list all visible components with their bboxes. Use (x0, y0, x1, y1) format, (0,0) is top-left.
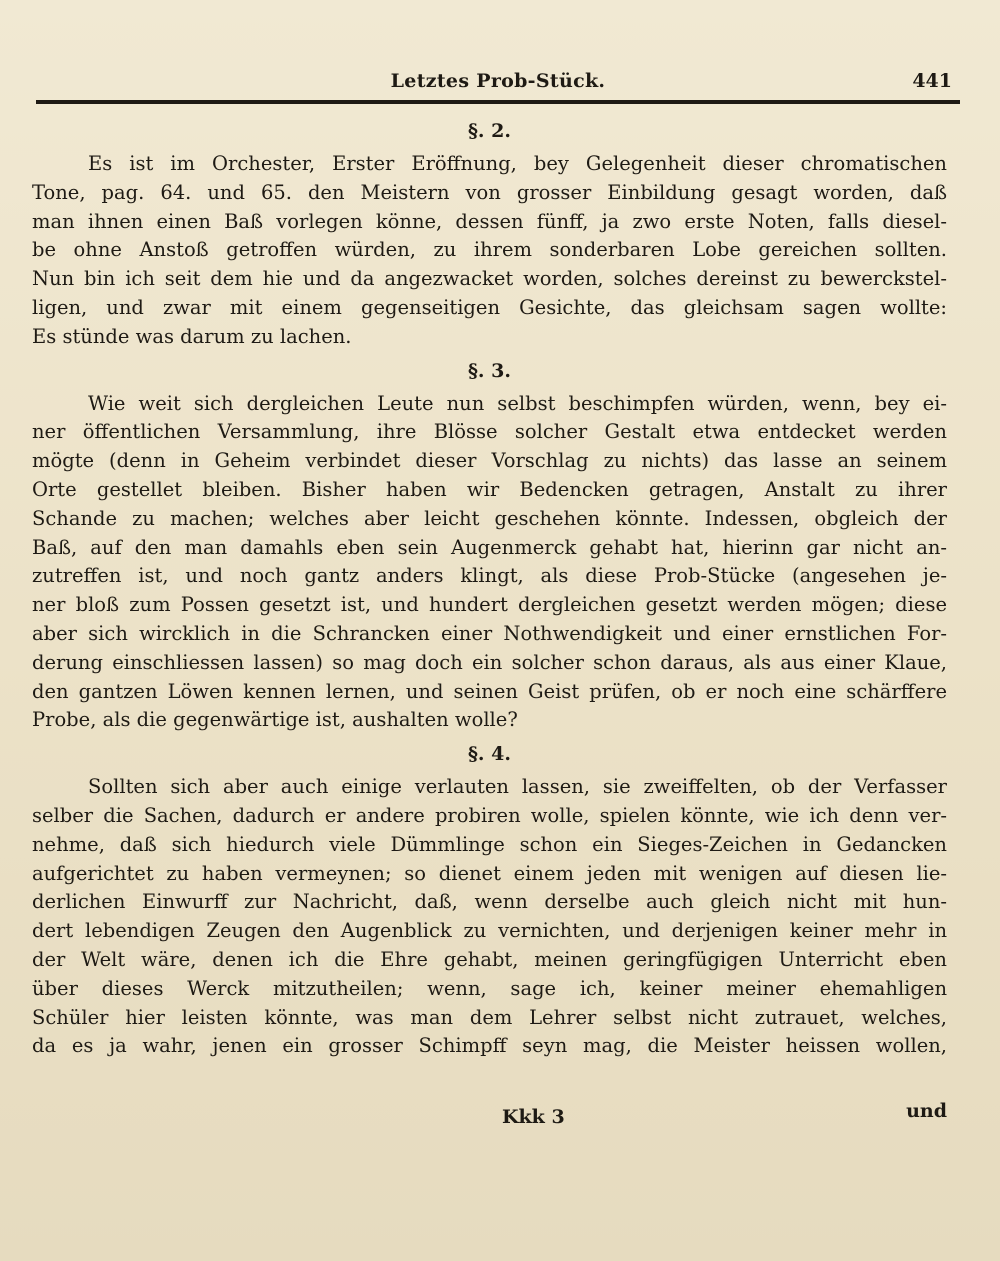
text-line: derlichen Einwurff zur Nachricht, daß, wenn derselbe auch gleich nicht mit hun- (32, 890, 947, 914)
text-line: selber die Sachen, dadurch er andere probiren wolle, spielen könnte, wie ich denn ver- (32, 803, 947, 827)
section-mark: §. 4. (467, 743, 511, 766)
text-line: zutreffen ist, und noch gantz anders klingt, als diese Prob-Stücke (angesehen je- (32, 564, 947, 588)
text-line: aber sich wircklich in die Schrancken einer Nothwendigkeit und einer ernstlichen For- (32, 621, 947, 645)
signature-mark: Kkk 3 (502, 1106, 565, 1128)
text-line: da es ja wahr, jenen ein grosser Schimpff seyn mag, die Meister heissen wollen, (32, 1034, 947, 1058)
text-line: dert lebendigen Zeugen den Augenblick zu vernichten, und derjenigen keiner mehr in (32, 919, 947, 943)
paragraph (32, 773, 947, 1061)
header-rule (36, 100, 960, 104)
text-line: man ihnen einen Baß vorlegen könne, dessen fünff, ja zwo erste Noten, falls diesel- (32, 209, 947, 233)
text-line: derung einschliessen lassen) so mag doch ein solcher schon daraus, als aus einer Klaue, (32, 650, 947, 674)
text-line: Nun bin ich seit dem hie und da angezwacket worden, solches dereinst zu bewerckstel- (32, 267, 947, 291)
text-line: nehme, daß sich hiedurch viele Dümmlinge schon ein Sieges-Zeichen in Gedancken (32, 832, 947, 856)
text-line: über dieses Werck mitzutheilen; wenn, sage ich, keiner meiner ehemahligen (32, 976, 947, 1000)
text-line: Es ist im Orchester, Erster Eröffnung, bey Gelegenheit dieser chromatischen (88, 152, 947, 175)
text-line: Sollten sich aber auch einige verlauten lassen, sie zweiffelten, ob der Verfasser (88, 775, 947, 799)
text-line: ner bloß zum Possen gesetzt ist, und hundert dergleichen gesetzt werden mögen; diese (32, 593, 947, 617)
running-head (36, 64, 960, 98)
text-line: aufgerichtet zu haben vermeynen; so dienet einem jeden mit wenigen auf diesen lie- (32, 861, 947, 885)
text-line: mögte (denn in Geheim verbindet dieser Vorschlag zu nichts) das lasse an seinem (32, 449, 947, 473)
text-line: Schüler hier leisten könnte, was man dem Lehrer selbst nicht zutrauet, welches, (32, 1005, 947, 1029)
paragraph (32, 390, 947, 736)
section-mark: §. 3. (467, 359, 511, 382)
text-line: Tone, pag. 64. und 65. den Meistern von grosser Einbildung gesagt worden, daß (32, 180, 947, 204)
text-line: ligen, und zwar mit einem gegenseitigen Gesichte, das gleichsam sagen wollte: (32, 295, 947, 319)
page-number: 441 (912, 70, 952, 92)
text-line: Baß, auf den man damahls eben sein Augenmerck gehabt hat, hierinn gar nicht an- (32, 535, 947, 559)
text-line: Probe, als die gegenwärtige ist, aushalten wolle? (32, 708, 518, 732)
running-title: Letztes Prob-Stück. (390, 70, 606, 92)
text-line: den gantzen Löwen kennen lernen, und seinen Geist prüfen, ob er noch eine schärffere (32, 679, 947, 703)
catchword: und (906, 1100, 947, 1122)
page-footer (32, 1100, 947, 1140)
body-text (32, 112, 947, 1061)
text-line: ner öffentlichen Versammlung, ihre Blösse solcher Gestalt etwa entdecket werden (32, 420, 947, 444)
text-line: be ohne Anstoß getroffen würden, zu ihrem sonderbaren Lobe gereichen sollten. (32, 238, 947, 262)
text-line: Wie weit sich dergleichen Leute nun selbst beschimpfen würden, wenn, bey ei- (88, 391, 947, 415)
paragraph (32, 150, 947, 352)
text-line: Es stünde was darum zu lachen. (32, 324, 352, 348)
text-line: der Welt wäre, denen ich die Ehre gehabt, meinen geringfügigen Unterricht eben (32, 947, 947, 971)
section-mark: §. 2. (467, 120, 511, 142)
text-line: Schande zu machen; welches aber leicht geschehen könnte. Indessen, obgleich der (32, 506, 947, 530)
text-line: Orte gestellet bleiben. Bisher haben wir Bedencken getragen, Anstalt zu ihrer (32, 477, 947, 501)
